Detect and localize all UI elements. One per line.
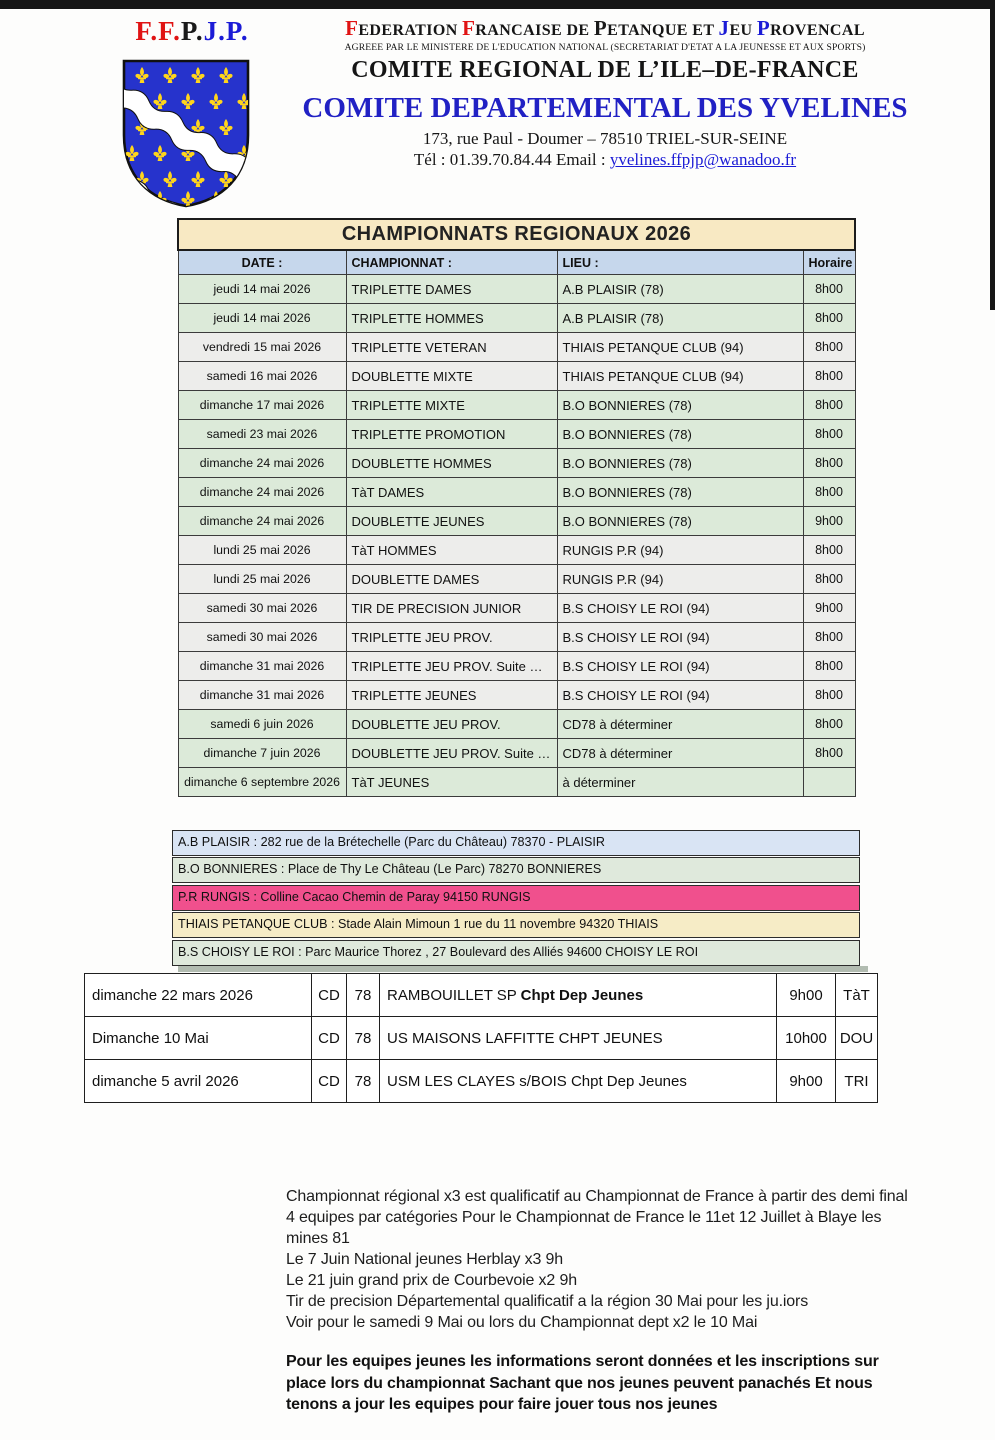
- cell-championnat: TRIPLETTE HOMMES: [346, 304, 557, 333]
- note-line: Le 21 juin grand prix de Courbevoie x2 9h: [286, 1272, 577, 1289]
- cell-lieu: THIAIS PETANQUE CLUB (94): [557, 333, 803, 362]
- cell-date: samedi 30 mai 2026: [178, 623, 346, 652]
- schedule-row: [178, 333, 855, 362]
- cell-lieu: B.S CHOISY LE ROI (94): [557, 652, 803, 681]
- bold-note: Pour les equipes jeunes les informations seront données et les inscriptions sur place lors du championnat Sachant que nos jeunes peuvent panachés Et nous tenons a jour les equipes pour faire jouer tous nos jeunes: [286, 1353, 879, 1413]
- cell-lieu: B.O BONNIERES (78): [557, 478, 803, 507]
- venue-row: B.O BONNIERES : Place de Thy Le Château (Le Parc) 78270 BONNIERES: [172, 857, 860, 883]
- cell-date: dimanche 6 septembre 2026: [178, 768, 346, 797]
- event-bold-part: Chpt Dep Jeunes: [520, 986, 644, 1004]
- note-line: Championnat régional x3 est qualificatif au Championnat de France à partir des demi final: [286, 1188, 908, 1205]
- cell-event-time: 9h00: [777, 974, 836, 1017]
- cell-lieu: B.S CHOISY LE ROI (94): [557, 623, 803, 652]
- cell-horaire: 8h00: [803, 333, 855, 362]
- cell-championnat: TRIPLETTE MIXTE: [346, 391, 557, 420]
- cell-lieu: THIAIS PETANQUE CLUB (94): [557, 362, 803, 391]
- schedule-row: [178, 478, 855, 507]
- cell-date: samedi 30 mai 2026: [178, 594, 346, 623]
- letter-segment: F.: [158, 16, 181, 46]
- event-row: [85, 1060, 878, 1103]
- contact-line: [252, 150, 958, 170]
- cell-horaire: 8h00: [803, 681, 855, 710]
- cell-event-type: DOU: [836, 1017, 878, 1060]
- schedule-row: [178, 420, 855, 449]
- cell-event-name: RAMBOUILLET SP Chpt Dep Jeunes: [380, 974, 777, 1017]
- cell-org: CD: [312, 1017, 347, 1060]
- cell-date: dimanche 17 mai 2026: [178, 391, 346, 420]
- cell-championnat: TRIPLETTE VETERAN: [346, 333, 557, 362]
- cell-event-name: US MAISONS LAFFITTE CHPT JEUNES: [380, 1017, 777, 1060]
- schedule-row: [178, 710, 855, 739]
- cell-date: dimanche 24 mai 2026: [178, 478, 346, 507]
- cell-date: samedi 6 juin 2026: [178, 710, 346, 739]
- cell-date: lundi 25 mai 2026: [178, 536, 346, 565]
- letter-segment: P: [756, 16, 771, 40]
- cell-championnat: TRIPLETTE DAMES: [346, 275, 557, 304]
- note-line: mines 81: [286, 1230, 350, 1247]
- cell-lieu: B.S CHOISY LE ROI (94): [557, 681, 803, 710]
- cell-dept: 78: [347, 1017, 380, 1060]
- note-line: Tir de precision Départemental qualificatif a la région 30 Mai pour les ju.iors: [286, 1293, 809, 1310]
- cell-championnat: DOUBLETTE JEU PROV. Suite …: [346, 739, 557, 768]
- phone-label: Tél : 01.39.70.84.44 Email :: [413, 150, 610, 169]
- letter-segment: F: [345, 16, 359, 40]
- jeunes-events-table: [84, 973, 878, 1103]
- note-line: Le 7 Juin National jeunes Herblay x3 9h: [286, 1251, 563, 1268]
- cell-championnat: TàT JEUNES: [346, 768, 557, 797]
- venues-legend: [172, 830, 860, 967]
- letter-segment: P.: [225, 16, 249, 46]
- letter-segment: F.: [135, 16, 159, 46]
- cell-horaire: 8h00: [803, 449, 855, 478]
- cell-org: CD: [312, 974, 347, 1017]
- event-row: [85, 1017, 878, 1060]
- letter-segment: EU: [729, 22, 757, 39]
- letter-segment: F: [462, 16, 476, 40]
- scan-right-edge: [990, 0, 995, 310]
- cell-lieu: CD78 à déterminer: [557, 739, 803, 768]
- cell-championnat: TIR DE PRECISION JUNIOR: [346, 594, 557, 623]
- cell-horaire: 8h00: [803, 391, 855, 420]
- federation-title: [252, 16, 958, 41]
- schedule-row: [178, 652, 855, 681]
- letter-segment: EDERATION: [358, 22, 463, 39]
- cell-date: samedi 23 mai 2026: [178, 420, 346, 449]
- scan-top-edge: [0, 0, 995, 9]
- cell-horaire: 8h00: [803, 565, 855, 594]
- cell-date: dimanche 31 mai 2026: [178, 681, 346, 710]
- address-line: 173, rue Paul - Doumer – 78510 TRIEL-SUR-SEINE: [422, 129, 788, 148]
- venue-row: THIAIS PETANQUE CLUB : Stade Alain Mimoun 1 rue du 11 novembre 94320 THIAIS: [172, 912, 860, 938]
- cell-championnat: TRIPLETTE JEU PROV. Suite …: [346, 652, 557, 681]
- schedule-row: [178, 739, 855, 768]
- cell-org: CD: [312, 1060, 347, 1103]
- schedule-row: [178, 449, 855, 478]
- championnats-regionaux-table: [177, 218, 856, 797]
- letter-segment: P: [593, 16, 608, 40]
- venue-row: P.R RUNGIS : Colline Cacao Chemin de Paray 94150 RUNGIS: [172, 885, 860, 911]
- legend-bottom-rule: [178, 966, 868, 972]
- letter-segment: ETANQUE ET: [607, 22, 719, 39]
- cell-event-time: 10h00: [777, 1017, 836, 1060]
- cell-horaire: 8h00: [803, 275, 855, 304]
- schedule-row: [178, 536, 855, 565]
- ffpjp-logo-text: [112, 16, 272, 47]
- email-link[interactable]: yvelines.ffpjp@wanadoo.fr: [609, 150, 797, 169]
- yvelines-coat-of-arms: [120, 57, 252, 209]
- cell-event-date: Dimanche 10 Mai: [85, 1017, 312, 1060]
- cell-event-name: USM LES CLAYES s/BOIS Chpt Dep Jeunes: [380, 1060, 777, 1103]
- schedule-row: [178, 623, 855, 652]
- cell-date: dimanche 31 mai 2026: [178, 652, 346, 681]
- cell-horaire: 8h00: [803, 420, 855, 449]
- cell-horaire: 8h00: [803, 536, 855, 565]
- cell-championnat: DOUBLETTE JEU PROV.: [346, 710, 557, 739]
- table-title: CHAMPIONNATS REGIONAUX 2026: [178, 219, 855, 250]
- schedule-row: [178, 565, 855, 594]
- cell-championnat: TRIPLETTE PROMOTION: [346, 420, 557, 449]
- letter-segment: RANCAISE DE: [475, 22, 594, 39]
- table-header-row: [178, 250, 855, 275]
- cell-date: samedi 16 mai 2026: [178, 362, 346, 391]
- note-line: Voir pour le samedi 9 Mai ou lors du Championnat dept x2 le 10 Mai: [286, 1314, 758, 1331]
- letter-segment: J: [718, 16, 730, 40]
- cell-date: dimanche 7 juin 2026: [178, 739, 346, 768]
- letter-segment: P.: [180, 16, 204, 46]
- event-row: [85, 974, 878, 1017]
- cell-event-date: dimanche 5 avril 2026: [85, 1060, 312, 1103]
- cell-event-type: TRI: [836, 1060, 878, 1103]
- schedule-row: [178, 768, 855, 797]
- cell-lieu: B.S CHOISY LE ROI (94): [557, 594, 803, 623]
- cell-championnat: TRIPLETTE JEUNES: [346, 681, 557, 710]
- cell-horaire: 8h00: [803, 478, 855, 507]
- departmental-committee-title: COMITE DEPARTEMENTAL DES YVELINES: [302, 92, 908, 124]
- cell-lieu: RUNGIS P.R (94): [557, 565, 803, 594]
- cell-horaire: 8h00: [803, 710, 855, 739]
- cell-championnat: DOUBLETTE HOMMES: [346, 449, 557, 478]
- note-line: 4 equipes par catégories Pour le Championnat de France le 11et 12 Juillet à Blaye les: [286, 1209, 882, 1226]
- cell-championnat: TàT HOMMES: [346, 536, 557, 565]
- venue-row: A.B PLAISIR : 282 rue de la Brétechelle (Parc du Château) 78370 - PLAISIR: [172, 830, 860, 856]
- cell-lieu: CD78 à déterminer: [557, 710, 803, 739]
- cell-horaire: 9h00: [803, 594, 855, 623]
- cell-lieu: B.O BONNIERES (78): [557, 449, 803, 478]
- cell-championnat: TRIPLETTE JEU PROV.: [346, 623, 557, 652]
- cell-dept: 78: [347, 1060, 380, 1103]
- column-header-date: DATE :: [178, 250, 346, 275]
- schedule-row: [178, 507, 855, 536]
- column-header-horaire: Horaire: [803, 250, 855, 275]
- schedule-row: [178, 681, 855, 710]
- cell-event-time: 9h00: [777, 1060, 836, 1103]
- cell-dept: 78: [347, 974, 380, 1017]
- cell-date: jeudi 14 mai 2026: [178, 275, 346, 304]
- regional-committee-title: COMITE REGIONAL DE L’ILE–DE-FRANCE: [351, 57, 859, 83]
- cell-lieu: à déterminer: [557, 768, 803, 797]
- column-header-championnat: CHAMPIONNAT :: [346, 250, 557, 275]
- schedule-row: [178, 594, 855, 623]
- schedule-row: [178, 304, 855, 333]
- cell-event-type: TàT: [836, 974, 878, 1017]
- cell-date: dimanche 24 mai 2026: [178, 449, 346, 478]
- cell-event-date: dimanche 22 mars 2026: [85, 974, 312, 1017]
- letter-segment: J.: [203, 16, 226, 46]
- cell-horaire: 8h00: [803, 304, 855, 333]
- cell-championnat: DOUBLETTE JEUNES: [346, 507, 557, 536]
- cell-lieu: A.B PLAISIR (78): [557, 304, 803, 333]
- cell-date: vendredi 15 mai 2026: [178, 333, 346, 362]
- notes-block: [286, 1186, 958, 1333]
- schedule-row: [178, 362, 855, 391]
- cell-lieu: RUNGIS P.R (94): [557, 536, 803, 565]
- letter-segment: ROVENCAL: [770, 22, 865, 39]
- schedule-row: [178, 275, 855, 304]
- cell-championnat: DOUBLETTE MIXTE: [346, 362, 557, 391]
- agreement-subtitle: AGREEE PAR LE MINISTERE DE L'EDUCATION NATIONAL (SECRETARIAT D'ETAT A LA JEUNESSE ET AUX SPORTS): [344, 42, 866, 53]
- cell-championnat: TàT DAMES: [346, 478, 557, 507]
- cell-horaire: [803, 768, 855, 797]
- cell-horaire: 8h00: [803, 652, 855, 681]
- cell-date: lundi 25 mai 2026: [178, 565, 346, 594]
- column-header-lieu: LIEU :: [557, 250, 803, 275]
- venue-row: B.S CHOISY LE ROI : Parc Maurice Thorez , 27 Boulevard des Alliés 94600 CHOISY LE ROI: [172, 940, 860, 966]
- letterhead: [252, 16, 958, 170]
- cell-championnat: DOUBLETTE DAMES: [346, 565, 557, 594]
- cell-date: jeudi 14 mai 2026: [178, 304, 346, 333]
- cell-date: dimanche 24 mai 2026: [178, 507, 346, 536]
- schedule-row: [178, 391, 855, 420]
- cell-horaire: 8h00: [803, 623, 855, 652]
- cell-horaire: 8h00: [803, 739, 855, 768]
- cell-lieu: B.O BONNIERES (78): [557, 391, 803, 420]
- cell-lieu: B.O BONNIERES (78): [557, 507, 803, 536]
- cell-horaire: 8h00: [803, 362, 855, 391]
- cell-lieu: A.B PLAISIR (78): [557, 275, 803, 304]
- cell-lieu: B.O BONNIERES (78): [557, 420, 803, 449]
- cell-horaire: 9h00: [803, 507, 855, 536]
